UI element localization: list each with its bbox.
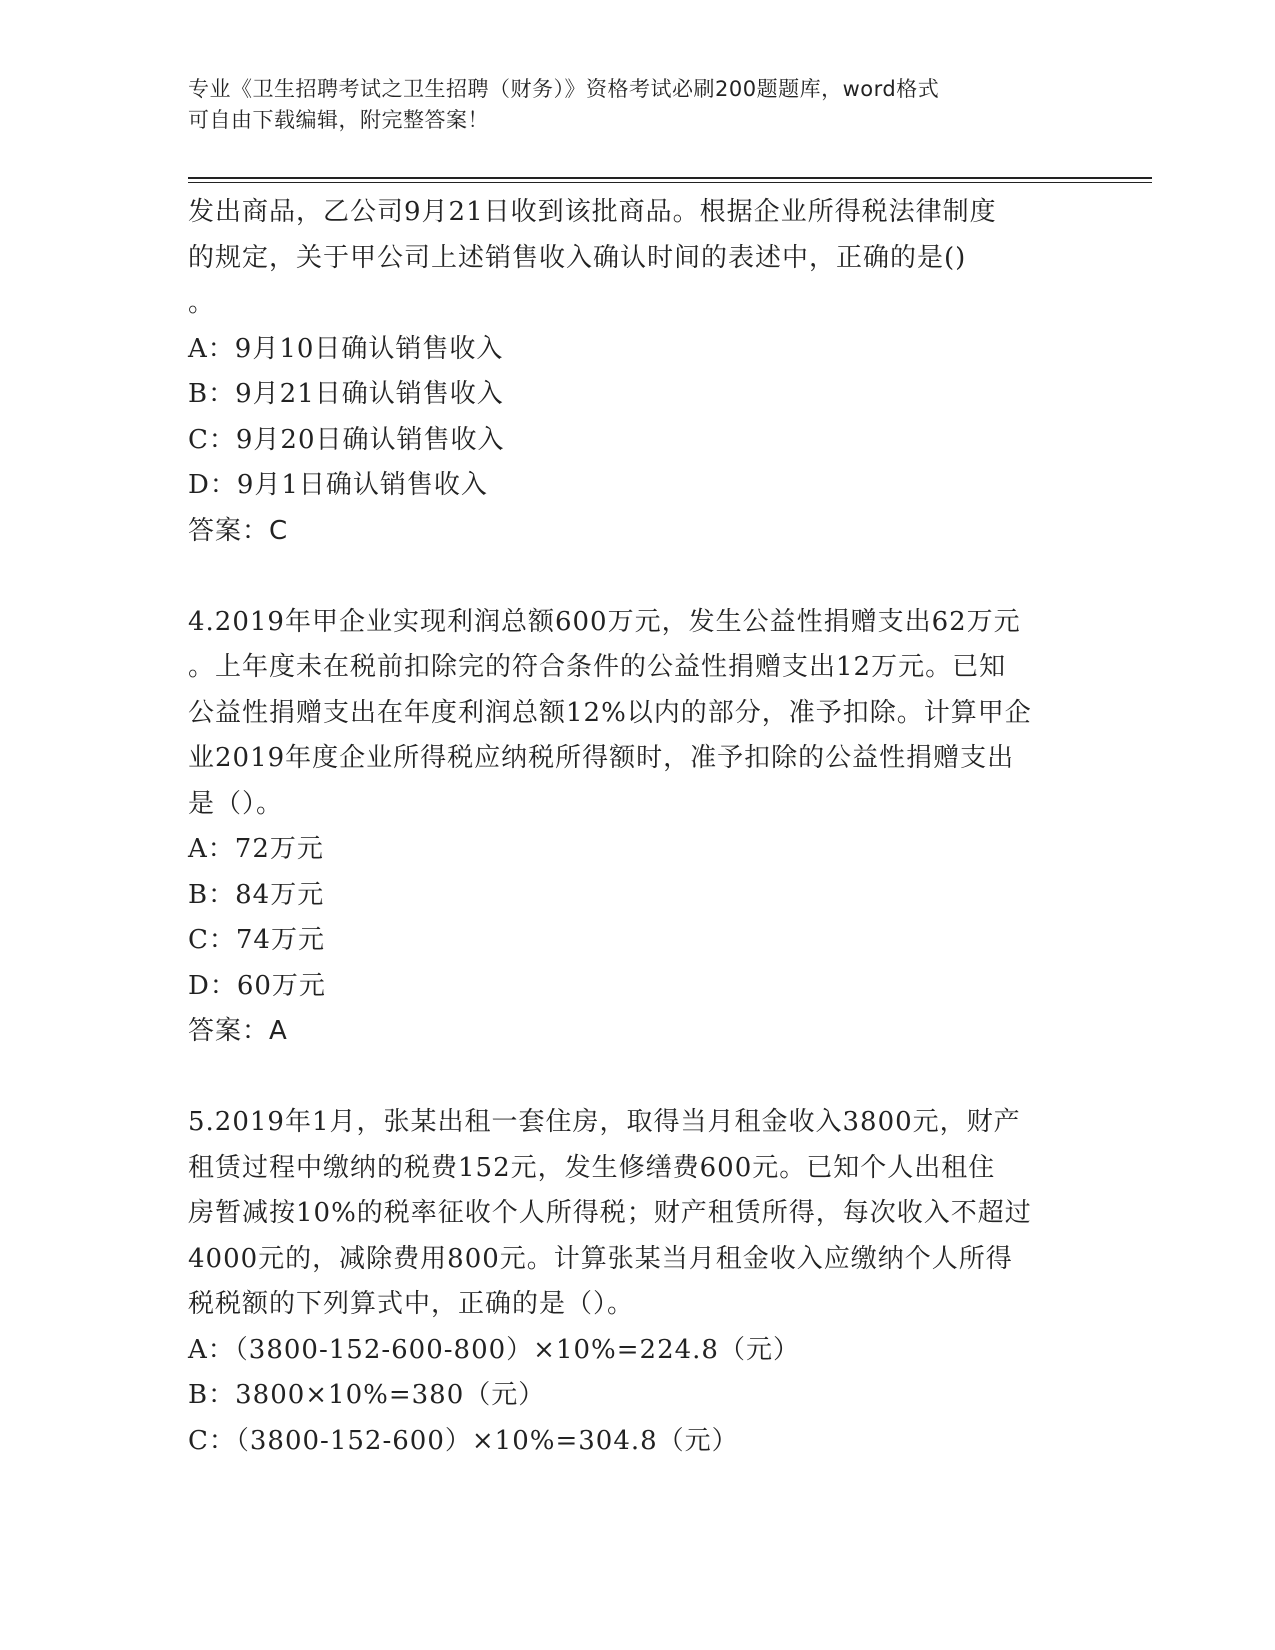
- question-stem-line: 租赁过程中缴纳的税费152元，发生修缮费600元。已知个人出租住: [188, 1152, 996, 1183]
- question-stem-line: 是（）。: [188, 788, 284, 819]
- option-a: A：（3800-152-600-800）×10%=224.8（元）: [188, 1334, 800, 1365]
- question-stem-line: 房暂减按10%的税率征收个人所得税；财产租赁所得，每次收入不超过: [188, 1198, 1032, 1228]
- question-5: [188, 1100, 1088, 1464]
- option-d: D：9月1日确认销售收入: [188, 470, 488, 500]
- question-stem-line: 的规定，关于甲公司上述销售收入确认时间的表述中，正确的是(): [188, 242, 967, 273]
- question-stem-line: 5.2019年1月，张某出租一套住房，取得当月租金收入3800元，财产: [188, 1107, 1021, 1137]
- question-stem-line: 业2019年度企业所得税应纳税所得额时，准予扣除的公益性捐赠支出: [188, 743, 1015, 773]
- section-spacer: [188, 554, 1088, 600]
- option-c: C：74万元: [188, 925, 325, 955]
- question-stem-line: 发出商品，乙公司9月21日收到该批商品。根据企业所得税法律制度: [188, 197, 997, 227]
- question-4: [188, 600, 1088, 1055]
- answer-line: 答案：C: [188, 515, 289, 546]
- section-spacer: [188, 1055, 1088, 1101]
- option-d: D：60万元: [188, 970, 326, 1001]
- question-stem-line: 税税额的下列算式中，正确的是（）。: [188, 1289, 635, 1319]
- option-a: A：9月10日确认销售收入: [188, 333, 504, 364]
- option-b: B：3800×10%=380（元）: [188, 1380, 546, 1410]
- header-divider-thick: [188, 177, 1152, 179]
- header-line-1: 专业《卫生招聘考试之卫生招聘（财务）》资格考试必刷200题题库，word格式: [188, 77, 940, 101]
- question-stem-line: 。: [188, 288, 216, 318]
- question-stem-line: 。上年度未在税前扣除完的符合条件的公益性捐赠支出12万元。已知: [188, 652, 1007, 682]
- document-header: [188, 74, 1088, 136]
- option-b: B：84万元: [188, 879, 325, 910]
- question-3: [188, 190, 1088, 554]
- answer-line: 答案：A: [188, 1016, 288, 1046]
- header-line-2: 可自由下载编辑，附完整答案！: [188, 108, 489, 132]
- option-a: A：72万元: [188, 834, 324, 864]
- question-stem-line: 4000元的，减除费用800元。计算张某当月租金收入应缴纳个人所得: [188, 1243, 1013, 1274]
- question-stem-line: 公益性捐赠支出在年度利润总额12%以内的部分，准予扣除。计算甲企: [188, 697, 1032, 728]
- option-c: C：9月20日确认销售收入: [188, 424, 505, 455]
- question-stem-line: 4.2019年甲企业实现利润总额600万元，发生公益性捐赠支出62万元: [188, 606, 1021, 637]
- document-body: [188, 190, 1088, 1464]
- option-b: B：9月21日确认销售收入: [188, 379, 504, 409]
- option-c: C：（3800-152-600）×10%=304.8（元）: [188, 1425, 739, 1456]
- header-divider-thin: [188, 182, 1152, 183]
